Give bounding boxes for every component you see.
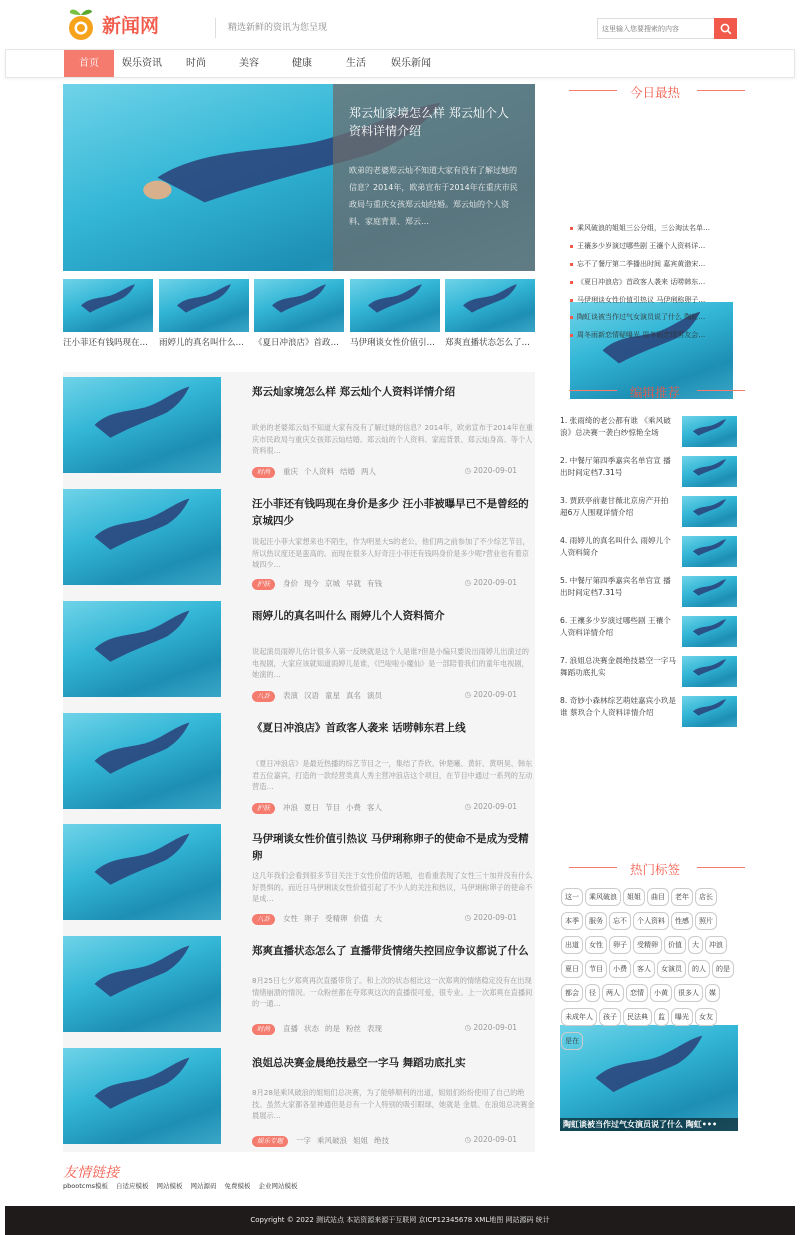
tag-cloud-item[interactable]: 很多人 (674, 984, 703, 1002)
tag[interactable]: 身价 (283, 579, 298, 588)
friend-link[interactable]: pbootcms模板 (63, 1182, 109, 1190)
tag-cloud-item[interactable]: 未成年人 (561, 1008, 597, 1026)
rec-title: 2. 中餐厅第四季嘉宾名单官宣 播出时间定档7.31号 (560, 456, 671, 477)
article-meta (252, 1135, 535, 1147)
rec-image (682, 616, 737, 647)
tag-cloud-item[interactable]: 服务 (585, 912, 607, 930)
thumb-item[interactable] (445, 279, 535, 348)
tag-cloud-item[interactable]: 本季 (561, 912, 583, 930)
tag-cloud-item[interactable]: 两人 (602, 984, 624, 1002)
article-title[interactable]: 汪小菲还有钱吗现在身价是多少 汪小菲被曝早已不是曾经的京城四少 (252, 498, 529, 527)
article-image[interactable] (63, 377, 221, 473)
article-title[interactable]: 马伊琍谈女性价值引热议 马伊琍称卵子的使命不是成为受精卵 (252, 833, 529, 862)
hero-overlay (333, 84, 535, 271)
article-date: ◷ 2020-09-01 (464, 466, 517, 475)
article-title[interactable]: 浪姐总决赛金晨绝技悬空一字马 舞蹈功底扎实 (252, 1057, 466, 1069)
article-image[interactable] (63, 489, 221, 585)
tag[interactable]: 绝技 (374, 1136, 389, 1145)
nav-fashion[interactable]: 时尚 (186, 58, 206, 69)
tag[interactable]: 有钱 (367, 579, 382, 588)
rec-item[interactable] (560, 495, 740, 531)
friend-link[interactable]: 企业网站模板 (258, 1182, 298, 1190)
hot-item[interactable]: 《夏日冲浪店》首政客人袭来 话唠韩东… (570, 277, 740, 287)
thumb-item[interactable] (350, 279, 440, 348)
tag-cloud-item[interactable]: 的人 (688, 960, 710, 978)
tag[interactable]: 表现 (367, 1024, 382, 1033)
article-item (63, 708, 535, 816)
search-input[interactable] (597, 18, 714, 39)
article-image[interactable] (63, 936, 221, 1032)
tag-cloud-item[interactable]: 的是 (712, 960, 734, 978)
article-desc: 说起汪小菲大家想来也不陌生，作为明星大S的老公，他们两之前参加了不少综艺节目，所以热议度还是蛮高的。而现在很多人好奇汪小菲还有钱吗身价是多少呢?营业也有着京城四少… (252, 537, 530, 569)
category-badge[interactable]: 娱乐专题 (252, 1136, 288, 1147)
tag-cloud-item[interactable]: 都会 (561, 984, 583, 1002)
article-meta (252, 802, 535, 814)
tag-cloud-item[interactable]: 店长 (695, 888, 717, 906)
tag[interactable]: 粉丝 (346, 1024, 361, 1033)
rec-title: 5. 中餐厅第四季嘉宾名单官宣 播出时间定档7.31号 (560, 576, 671, 597)
rec-title: 8. 奇妙小森林综艺萌娃嘉宾小玖是谁 蔡玖合个人资料详情介绍 (560, 696, 676, 717)
search-icon (720, 23, 732, 35)
article-meta (252, 913, 535, 925)
article-item (63, 819, 535, 927)
tag-cloud-item[interactable]: 曝光 (671, 1008, 693, 1026)
thumb-item[interactable] (159, 279, 249, 348)
tag-cloud-item[interactable]: 乘风破浪 (585, 888, 621, 906)
article-meta (252, 690, 535, 702)
tag[interactable]: 现今 (304, 579, 319, 588)
article-item (63, 372, 535, 480)
tag[interactable]: 的是 (325, 1024, 340, 1033)
category-badge[interactable]: 八卦 (252, 914, 275, 925)
rec-title: 4. 雨婷儿的真名叫什么 雨婷儿个人资料简介 (560, 536, 671, 557)
article-date: ◷ 2020-09-01 (464, 1135, 517, 1144)
search-bar (597, 18, 737, 39)
tag-cloud-item[interactable]: 冲浪 (705, 936, 727, 954)
rec-item[interactable] (560, 415, 740, 451)
tag-cloud-item[interactable]: 夏日 (561, 960, 583, 978)
tag-cloud-item[interactable]: 价值 (664, 936, 686, 954)
article-title[interactable]: 《夏日冲浪店》首政客人袭来 话唠韩东君上线 (252, 722, 466, 734)
friend-link[interactable]: 免费模板 (224, 1182, 251, 1190)
tag-cloud-item[interactable]: 女演员 (657, 960, 686, 978)
site-logo[interactable] (64, 6, 159, 42)
nav-life[interactable]: 生活 (346, 58, 366, 69)
rec-image (682, 456, 737, 487)
tag-cloud-item[interactable]: 小费 (609, 960, 631, 978)
hero-text: 欧弟的老婆郑云灿不知道大家有没有了解过她的信息？2014年，欧弟宣布于2014年在重庆市民政局与重庆女孩郑云灿结婚。郑云灿的个人资料、家庭背景、郑云… (349, 166, 518, 226)
tag-cloud-item[interactable]: 出道 (561, 936, 583, 954)
nav-home[interactable]: 首页 (64, 50, 114, 77)
friend-link[interactable]: 自适应模板 (116, 1182, 149, 1190)
hot-item[interactable]: 王禳多少岁演过哪些剧 王禳个人资料详… (570, 241, 740, 251)
tag-cloud-item[interactable]: 径 (585, 984, 600, 1002)
thumb-image (254, 279, 344, 332)
rec-image (682, 536, 737, 567)
rec-item[interactable] (560, 535, 740, 571)
tag-cloud-item[interactable]: 媒 (705, 984, 720, 1002)
rec-image (682, 416, 737, 447)
tag[interactable]: 小费 (346, 803, 361, 812)
nav-beauty[interactable]: 美容 (239, 58, 259, 69)
hot-item[interactable]: 马伊琍谈女性价值引热议 马伊琍称卵子… (570, 295, 740, 305)
nav-health[interactable]: 健康 (292, 58, 312, 69)
rec-item[interactable] (560, 655, 740, 691)
category-badge[interactable]: 护肤 (252, 579, 275, 590)
rec-section-header (565, 382, 745, 398)
tag-cloud-item[interactable]: 受精卵 (633, 936, 662, 954)
article-item (63, 484, 535, 592)
hot-item[interactable]: 周冬雨新恋情疑曝光 周冬雨恋情男友会… (570, 330, 740, 340)
sidebar-banner-caption: 陶虹谈被当作过气女演员说了什么 陶虹••• (560, 1118, 738, 1131)
tag-cloud-item[interactable]: 孩子 (599, 1008, 621, 1026)
tag-cloud-item[interactable]: 性感 (671, 912, 693, 930)
rec-section-title: 编辑推荐 (629, 385, 680, 400)
tag[interactable]: 结婚 (340, 467, 355, 476)
rec-item[interactable] (560, 695, 740, 731)
tags-section-header (565, 859, 745, 875)
friend-link[interactable]: 网站源码 (190, 1182, 217, 1190)
tag-cloud-item[interactable]: 女友 (695, 1008, 717, 1026)
tag[interactable]: 直播 (283, 1024, 298, 1033)
search-button[interactable] (714, 18, 737, 39)
article-desc: 8月25日七夕郑爽再次直播带货了。和上次的状态相比这一次郑爽的情绪稳定没有在出现情绪崩溃的情况。一众粉丝都在夸郑爽这次的直播很可爱，很专业。上一次郑爽在直播间的一通… (252, 976, 533, 1008)
tag-cloud-item[interactable]: 民法典 (623, 1008, 652, 1026)
article-desc: 欧弟的老婆郑云灿不知道大家有没有了解过她的信息？2014年，欧弟宣布于2014年在重庆市民政局与重庆女孩郑云灿结婚。郑云灿的个人资料、家庭背景、郑云灿身高、等个人资料很… (252, 423, 533, 455)
tag[interactable]: 节目 (325, 803, 340, 812)
thumb-caption: 郑爽直播状态怎么了… (445, 338, 531, 348)
rec-image (682, 576, 737, 607)
rec-title: 6. 王禳多少岁演过哪些剧 王禳个人资料详情介绍 (560, 616, 671, 637)
tag-cloud-item[interactable]: 照片 (695, 912, 717, 930)
article-meta (252, 466, 535, 478)
hot-item[interactable]: 忘不了餐厅第二季播出时间 嘉宾黄渤宋… (570, 259, 740, 269)
tag[interactable]: 客人 (367, 803, 382, 812)
thumb-image (445, 279, 535, 332)
tag[interactable]: 卵子 (304, 914, 319, 923)
nav-entertainment[interactable]: 娱乐资讯 (122, 58, 162, 69)
article-image[interactable] (63, 1048, 221, 1144)
nav-ent-news[interactable]: 娱乐新闻 (391, 58, 431, 69)
category-badge[interactable]: 护肤 (252, 803, 275, 814)
friend-links (63, 1181, 306, 1190)
tag-cloud-item[interactable]: 卵子 (609, 936, 631, 954)
main-nav (5, 49, 795, 78)
article-item (63, 1043, 535, 1151)
tag-cloud-item[interactable]: 客人 (633, 960, 655, 978)
friend-links-title: 友情链接 (63, 1165, 119, 1181)
article-date: ◷ 2020-09-01 (464, 578, 517, 587)
tag[interactable]: 状态 (304, 1024, 319, 1033)
tag-cloud (561, 888, 741, 1056)
footer: Copyright © 2022 测试站点 本站资源来源于互联网 京ICP12345678 XML地图 网站源码 统计 (5, 1206, 795, 1235)
tag[interactable]: 受精卵 (325, 914, 348, 923)
article-desc: 这几年我们会看到很多节目关注于女性价值的话题，也看重表现了女性三十加并没有什么好畏惧的。而近日马伊琍谈女性价值引起了不少人的关注和热议，马伊琍称卵子的使命不是成… (252, 871, 533, 903)
article-date: ◷ 2020-09-01 (464, 690, 517, 699)
rec-image (682, 496, 737, 527)
article-meta (252, 578, 535, 590)
tag-cloud-item[interactable]: 女性 (585, 936, 607, 954)
tag[interactable]: 汉语 (304, 691, 319, 700)
tag[interactable]: 夏日 (304, 803, 319, 812)
thumb-image (350, 279, 440, 332)
article-title[interactable]: 雨婷儿的真名叫什么 雨婷儿个人资料简介 (252, 610, 445, 622)
hot-item[interactable]: 陶虹谈被当作过气女演员说了什么 陶虹… (570, 312, 740, 322)
tag[interactable]: 真名 (346, 691, 361, 700)
article-title[interactable]: 郑爽直播状态怎么了 直播带货情绪失控回应争议都说了什么 (252, 945, 529, 957)
rec-title: 7. 浪姐总决赛金晨绝技悬空一字马 舞蹈功底扎实 (560, 656, 676, 677)
tag-cloud-item[interactable]: 节目 (585, 960, 607, 978)
article-title[interactable]: 郑云灿家境怎么样 郑云灿个人资料详情介绍 (252, 386, 456, 398)
tag[interactable]: 一字 (296, 1136, 311, 1145)
tag-cloud-item[interactable]: 这一 (561, 888, 583, 906)
tag-cloud-item[interactable]: 恋情 (626, 984, 648, 1002)
tag[interactable]: 大 (374, 914, 382, 923)
thumb-caption: 汪小菲还有钱吗现在… (63, 338, 149, 348)
tag[interactable]: 表演 (283, 691, 298, 700)
thumb-item[interactable] (254, 279, 344, 348)
article-image[interactable] (63, 824, 221, 920)
tag-cloud-item[interactable]: 曲目 (647, 888, 669, 906)
tag-cloud-item[interactable]: 监 (654, 1008, 669, 1026)
tag[interactable]: 重庆 (283, 467, 298, 476)
tags-section-title: 热门标签 (629, 862, 680, 877)
tag-cloud-item[interactable]: 小黄 (650, 984, 672, 1002)
thumb-caption: 马伊琍谈女性价值引… (350, 338, 436, 348)
thumb-image (159, 279, 249, 332)
article-meta (252, 1023, 535, 1035)
category-badge[interactable]: 八卦 (252, 691, 275, 702)
rec-title: 3. 贾跃亭前妻甘薇北京房产开拍 超6万人围观详情介绍 (560, 496, 669, 517)
tag[interactable]: 姐姐 (353, 1136, 368, 1145)
article-date: ◷ 2020-09-01 (464, 802, 517, 811)
site-slogan: 精选新鲜的资讯为您呈现 (215, 18, 327, 38)
hot-section-header (565, 82, 745, 98)
hero-slide[interactable] (63, 84, 535, 271)
thumb-caption: 《夏日冲浪店》首政… (254, 338, 340, 348)
friend-link[interactable]: 网站模板 (156, 1182, 183, 1190)
tag[interactable]: 乘风破浪 (317, 1136, 347, 1145)
tag[interactable]: 京城 (325, 579, 340, 588)
article-item (63, 931, 535, 1039)
tag[interactable]: 童星 (325, 691, 340, 700)
tag-cloud-item[interactable]: 大 (688, 936, 703, 954)
article-item (63, 596, 535, 704)
article-date: ◷ 2020-09-01 (464, 913, 517, 922)
article-desc: 《夏日冲浪店》是最近热播的综艺节目之一，集结了乔欣、钟楚曦、黄轩、黄明昊、韩东君五位嘉宾，打造的一款经营类真人秀主营冲浪店这个项目，在节目中通过一系列的互动营造… (252, 759, 533, 791)
tag[interactable]: 演员 (367, 691, 382, 700)
article-date: ◷ 2020-09-01 (464, 1023, 517, 1032)
article-desc: 8月28是乘风破浪的姐姐们总决赛，为了能够顺利的出道，姐姐们纷纷使用了自己的绝技。虽然大家都各显神通但是总有一个人特别的吸引眼球，她就是 金晨。在浪姐总决赛金晨展示… (252, 1088, 535, 1120)
tag[interactable]: 女性 (283, 914, 298, 923)
rec-item[interactable] (560, 615, 740, 651)
thumb-item[interactable] (63, 279, 153, 348)
rec-item[interactable] (560, 575, 740, 611)
tag[interactable]: 个人资料 (304, 467, 334, 476)
hot-section-title: 今日最热 (629, 85, 680, 100)
category-badge[interactable]: 时尚 (252, 1024, 275, 1035)
tag-cloud-item[interactable]: 个人资料 (633, 912, 669, 930)
rec-image (682, 696, 737, 727)
article-image[interactable] (63, 713, 221, 809)
tag-cloud-item[interactable]: 老年 (671, 888, 693, 906)
tag[interactable]: 价值 (353, 914, 369, 923)
rec-item[interactable] (560, 455, 740, 491)
tag[interactable]: 冲浪 (283, 803, 298, 812)
rec-title: 1. 张雨绮的老公都有谁 《乘风破浪》总决赛一袭白纱惊艳全场 (560, 416, 671, 437)
tag[interactable]: 早就 (346, 579, 361, 588)
thumb-caption: 雨婷儿的真名叫什么… (159, 338, 245, 348)
tag-cloud-item[interactable]: 是在 (561, 1032, 583, 1050)
tag[interactable]: 两人 (361, 467, 376, 476)
tag-cloud-item[interactable]: 忘不 (609, 912, 631, 930)
rec-image (682, 656, 737, 687)
logo-icon (64, 6, 98, 42)
hero-title[interactable]: 郑云灿家境怎么样 郑云灿个人资料详情介绍 (349, 106, 509, 138)
thumb-image (63, 279, 153, 332)
hot-item[interactable]: 乘风破浪的姐姐三公分组，三公淘汰名单… (570, 223, 740, 233)
logo-text: 新闻网 (102, 14, 160, 37)
category-badge[interactable]: 时尚 (252, 467, 275, 478)
article-desc: 说起演员雨婷儿估计很多人第一反映就是这个人是谁?但是小编只要说出雨婷儿出演过的电视剧，大家应该就知道雨婷儿是谁，《巴啦啦小魔仙》是一部陪着我们的童年电视剧，她演的… (252, 647, 529, 679)
article-image[interactable] (63, 601, 221, 697)
tag-cloud-item[interactable]: 姐姐 (623, 888, 645, 906)
